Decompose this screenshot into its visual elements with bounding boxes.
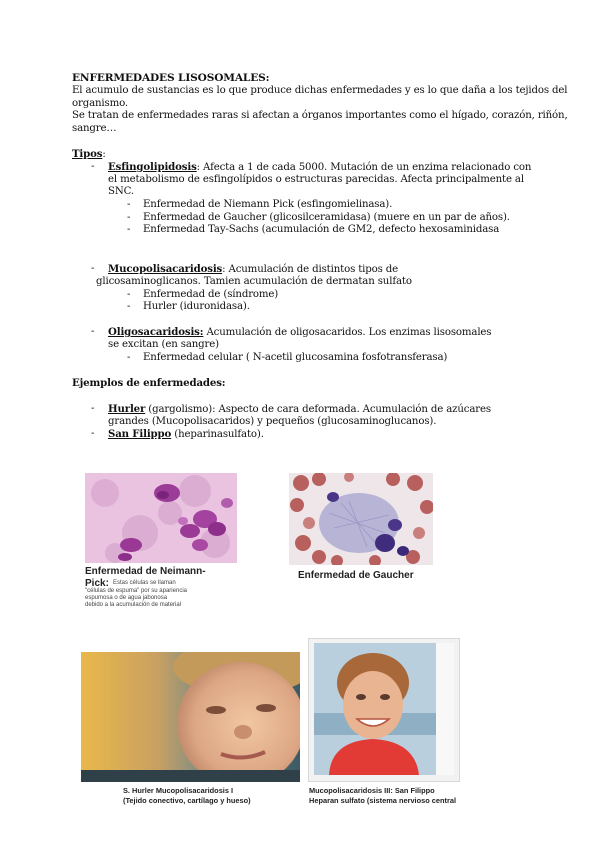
sub-bullet: - [127,212,131,223]
sanfilippo-photo-frame [308,638,460,782]
oligo-bullet: - [91,326,95,337]
esfingo-item-3: Enfermedad Tay-Sachs (acumulación de GM2, defecto hexosaminidasa [143,224,500,235]
oligo-line-1 [108,326,491,340]
sanfilippo-line [108,428,264,442]
intro-line-1: El acumulo de sustancias es lo que produce dichas enfermedades y es lo que daña a los tejidos del [72,85,568,96]
hurler-name: Hurler [108,403,146,415]
mucopoli-name: Mucopolisacaridosis [108,263,223,275]
tipos-colon: : [102,149,106,160]
gaucher-stain-image [289,473,433,565]
oligo-name: Oligosacaridosis: [108,326,204,338]
esfingo-line-3: SNC. [108,186,134,197]
hurler-caption-1: S. Hurler Mucopolisacaridosis I [123,786,234,795]
esfingo-desc: : Afecta a 1 de cada 5000. Mutación de un enzima relacionado con [196,162,532,173]
niemann-pick-micrograph [85,473,237,563]
esfingo-line-1 [108,161,531,175]
doc-title: ENFERMEDADES LISOSOMALES: [72,72,270,84]
oligo-item-1: Enfermedad celular ( N-acetil glucosamina fosfotransferasa) [143,352,448,363]
mucopoli-line-1 [108,263,398,277]
sub-bullet: - [127,199,131,210]
gaucher-caption: Enfermedad de Gaucher [298,570,414,581]
intro-line-3: Se tratan de enfermedades raras si afectan a órganos importantes como el hígado, corazón, riñón, [72,110,568,121]
niemann-small-1: Estas células se llaman [113,580,176,586]
sanfilippo-caption-1: Mucopolisacaridosis III: San Filippo [309,786,435,795]
esfingo-item-1: Enfermedad de Niemann Pick (esfingomielinasa). [143,199,393,210]
hurler-photo [81,652,300,782]
tipos-label: Tipos [72,148,103,160]
niemann-small-3: espumosa o de agua jabonosa [85,595,168,601]
mucopoli-desc: : Acumulación de distintos tipos de [222,264,399,275]
sanfilippo-name: San Filippo [108,428,172,440]
oligo-desc: Acumulación de oligosacaridos. Los enzimas lisosomales [203,327,492,338]
esfingo-bullet: - [91,161,95,172]
mucopoli-item-2: Hurler (iduronidasa). [143,301,250,312]
niemann-small-2: "células de espuma" por su apariencia [85,588,187,594]
sub-bullet: - [127,301,131,312]
ejemplos-heading: Ejemplos de enfermedades: [72,377,226,389]
niemann-caption: Enfermedad de Neimann- [85,566,206,577]
hurler-child-image [81,652,300,782]
oligo-line-2: se excitan (en sangre) [108,339,219,350]
hurler-bullet: - [91,403,95,414]
mucopoli-item-1: Enfermedad de (síndrome) [143,289,279,300]
hurler-desc: (gargolismo): Aspecto de cara deformada. Acumulación de azúcares [145,404,491,415]
niemann-pick-stain-image [85,473,237,563]
sub-bullet: - [127,289,131,300]
niemann-small-4: debido a la acumulación de material [85,602,182,608]
sanfilippo-caption-2: Heparan sulfato (sistema nervioso central [309,796,457,805]
mucopoli-line-2: glicosaminoglicanos. Tamien acumulación de dermatan sulfato [96,276,412,287]
intro-line-4: sangre… [72,123,117,134]
mucopoli-bullet: - [91,263,95,274]
esfingo-name: Esfingolipidosis [108,161,197,173]
sanfilippo-child-image [309,639,459,781]
intro-line-2: organismo. [72,98,128,109]
niemann-caption-2: Pick: [85,578,109,589]
esfingo-item-2: Enfermedad de Gaucher (glicosilceramidasa) (muere en un par de años). [143,212,510,223]
esfingo-line-2: el metabolismo de esfingolípidos o estructuras parecidas. Afecta principalmente al [108,174,524,185]
hurler-caption-2: (Tejido conectivo, cartílago y hueso) [123,796,251,805]
tipos-heading [72,148,106,162]
sanfilippo-bullet: - [91,428,95,439]
hurler-line-1 [108,403,491,417]
sanfilippo-desc: (heparinasulfato). [171,429,264,440]
sub-bullet: - [127,224,131,235]
hurler-line-2: grandes (Mucopolisacaridos) y pequeños (glucosaminoglucanos). [108,416,437,427]
sub-bullet: - [127,352,131,363]
gaucher-micrograph [289,473,433,565]
